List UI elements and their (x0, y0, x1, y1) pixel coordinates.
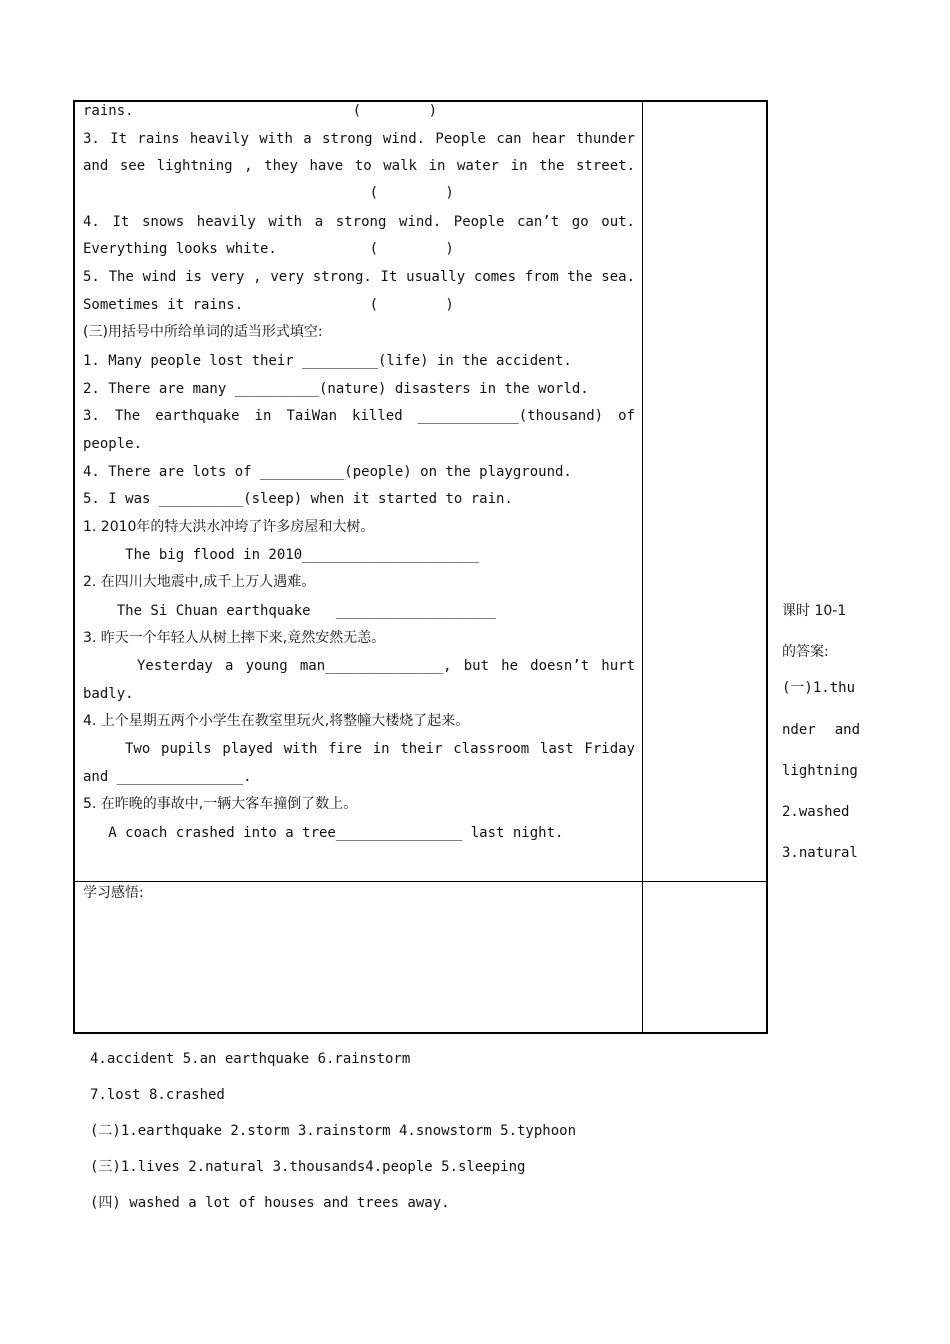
text-line: A coach crashed into a tree_______________ last night. (83, 825, 564, 841)
text-line: 5. The wind is very , very strong. It usually comes from the sea. (83, 269, 635, 285)
side-note-line: 2.washed (782, 804, 850, 820)
text-line: 5. I was __________(sleep) when it started to rain. (83, 491, 513, 507)
text-line: 3. The earthquake in TaiWan killed ____________(thousand) of (83, 408, 635, 424)
text-line: 4. It snows heavily with a strong wind. People can’t go out. (83, 214, 635, 230)
text-line: 4. There are lots of __________(people) on the playground. (83, 464, 572, 480)
answer-line: (四) washed a lot of houses and trees away. (90, 1195, 450, 1211)
text-line: rains. ( ) (83, 103, 438, 119)
text-line: Everything looks white. ( ) (83, 241, 454, 257)
text-line: people. (83, 436, 143, 452)
text-line: 5. 在昨晚的事故中,一辆大客车撞倒了数上。 (83, 796, 358, 812)
side-note-line: (一)1.thu (782, 680, 856, 696)
side-note-line: 3.natural (782, 845, 858, 861)
side-note-line: lightning (782, 763, 858, 779)
section-heading: (三)用括号中所给单词的适当形式填空: (83, 324, 323, 340)
answer-line: (三)1.lives 2.natural 3.thousands4.people 5.sleeping (90, 1159, 526, 1175)
text-line: ( ) (83, 185, 454, 201)
answer-line: 7.lost 8.crashed (90, 1087, 225, 1103)
side-note-line: 课时 10-1 (782, 603, 847, 619)
text-line: 4. 上个星期五两个小学生在教室里玩火,将整幢大楼烧了起来。 (83, 713, 470, 729)
text-line: 3. It rains heavily with a strong wind. People can hear thunder (83, 131, 635, 147)
text-line: The big flood in 2010_____________________ (83, 547, 480, 563)
text-line: 3. 昨天一个年轻人从树上摔下来,竟然安然无恙。 (83, 630, 386, 646)
reflection-label: 学习感悟: (83, 885, 144, 901)
text-line: The Si Chuan earthquake ___________________ (83, 603, 497, 619)
side-note-line: 的答案: (782, 644, 829, 660)
side-note-line: nder and (782, 722, 860, 738)
column-divider (642, 102, 643, 1032)
exercise-table (73, 100, 768, 1034)
answer-line: 4.accident 5.an earthquake 6.rainstorm (90, 1051, 411, 1067)
row-divider (75, 881, 766, 882)
text-line: 2. There are many __________(nature) disasters in the world. (83, 381, 589, 397)
text-line: and see lightning , they have to walk in water in the street. (83, 158, 635, 174)
text-line: badly. (83, 686, 134, 702)
text-line: and _______________. (83, 769, 252, 785)
text-line: 1. Many people lost their _________(life) in the accident. (83, 353, 572, 369)
text-line: 1. 2010年的特大洪水冲垮了许多房屋和大树。 (83, 519, 375, 535)
text-line: Two pupils played with fire in their classroom last Friday (125, 741, 635, 757)
text-line: Sometimes it rains. ( ) (83, 297, 454, 313)
answer-line: (二)1.earthquake 2.storm 3.rainstorm 4.snowstorm 5.typhoon (90, 1123, 577, 1139)
text-line: 2. 在四川大地震中,成千上万人遇难。 (83, 574, 316, 590)
text-line: Yesterday a young man______________, but he doesn’t hurt (137, 658, 635, 674)
